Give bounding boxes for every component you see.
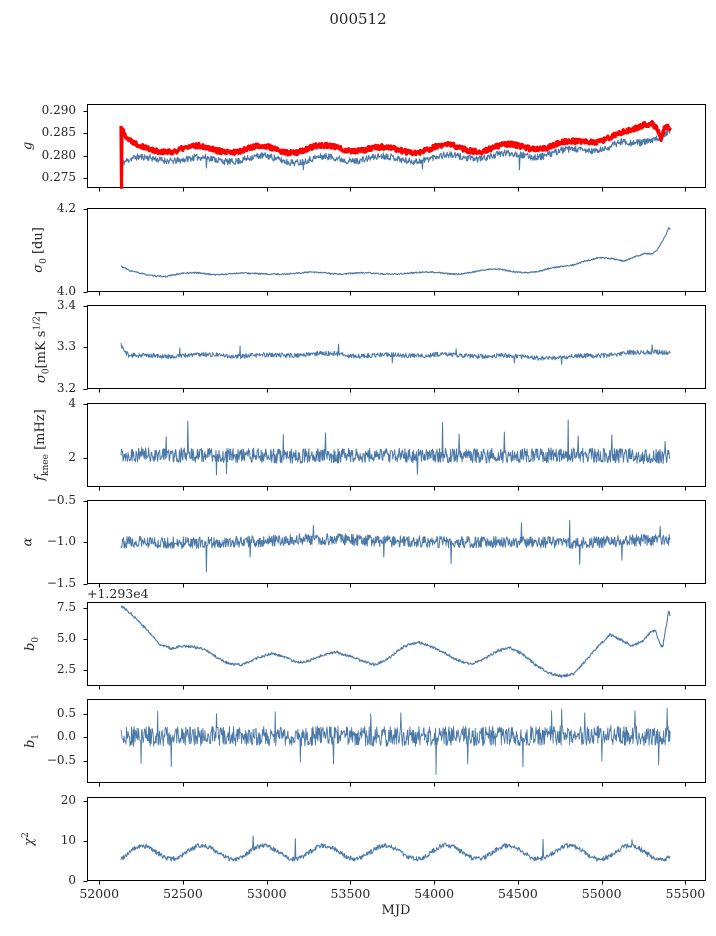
y-axis-label-alpha — [21, 537, 36, 546]
y-tick-label: 0 — [68, 872, 76, 887]
x-tick-label: 55000 — [581, 886, 622, 901]
plot-frame — [88, 603, 706, 686]
panel-sigma0_mks — [0, 305, 716, 393]
y-tick-label: 0.0 — [56, 729, 76, 744]
y-axis-label-segment: 0 — [41, 367, 52, 374]
panel-b1 — [0, 699, 716, 787]
x-tick-label: 52500 — [163, 886, 203, 901]
y-tick-label: 2 — [68, 449, 76, 464]
x-tick-label: 54000 — [414, 886, 455, 901]
y-axis-label-segment: knee — [40, 453, 51, 476]
y-tick-label: 0.285 — [41, 125, 76, 140]
y-axis-label-segment: b — [23, 642, 39, 651]
y-axis-label-segment: [du] — [31, 226, 47, 258]
y-axis-label-sigma0_mks — [33, 310, 52, 382]
x-tick-label: 55500 — [665, 886, 706, 901]
panel-chi2 — [0, 797, 716, 885]
y-tick-label: 5.0 — [56, 630, 76, 645]
plot-area-g — [77, 104, 710, 192]
plot-area-b0 — [77, 602, 710, 690]
y-tick-label: 10 — [60, 832, 76, 847]
y-axis-label-segment: 1 — [30, 733, 41, 740]
figure-title: 000512 — [329, 10, 387, 28]
panel-alpha — [0, 500, 716, 588]
y-axis-label-segment: b — [23, 739, 39, 748]
y-tick-label: −1.5 — [46, 575, 76, 590]
y-tick-label: 0.290 — [41, 103, 76, 118]
y-tick-label: −1.0 — [46, 534, 76, 548]
y-axis-label-segment: 0 — [30, 636, 41, 643]
y-tick-label: 7.5 — [56, 599, 76, 614]
x-tick-label: 53500 — [330, 886, 371, 901]
panel-b0 — [0, 599, 716, 690]
y-tick-label: 0.280 — [41, 147, 76, 162]
y-axis-label-segment: 1/2 — [32, 315, 43, 331]
plot-area-sigma0_du — [77, 208, 710, 296]
y-axis-label-b0 — [23, 636, 41, 650]
y-tick-label: 4 — [68, 395, 76, 410]
y-axis-label-segment: 2 — [20, 831, 31, 838]
plot-frame — [88, 404, 706, 487]
x-tick-label: 53000 — [246, 886, 287, 901]
panel-g — [0, 104, 716, 192]
y-axis-label-segment: σ — [33, 373, 49, 383]
y-axis-label-segment: [mHz] — [33, 408, 49, 454]
plot-area-chi2 — [77, 797, 710, 885]
y-tick-label: 0.275 — [41, 169, 76, 184]
x-axis-label: MJD — [381, 903, 411, 918]
y-tick-label: 4.0 — [56, 283, 76, 298]
x-tick-label: 54500 — [498, 886, 538, 901]
y-axis-label-chi2 — [21, 832, 37, 846]
y-axis-label-segment: 0 — [38, 257, 49, 264]
y-axis-label-f_knee — [33, 409, 51, 481]
x-tick-label: 52000 — [79, 886, 120, 901]
y-tick-label: 0.5 — [56, 705, 76, 720]
y-axis-label-segment: ] — [33, 310, 49, 316]
y-axis-label-sigma0_du — [31, 227, 49, 273]
y-tick-label: 20 — [60, 793, 76, 808]
y-tick-label: 4.2 — [56, 200, 76, 215]
y-tick-label: 3.3 — [56, 339, 76, 353]
y-axis-label-segment: g — [20, 141, 36, 150]
plot-frame — [88, 209, 706, 292]
y-axis-label-segment: f — [33, 475, 49, 481]
y-axis-label-g — [21, 141, 36, 149]
plot-frame — [88, 306, 706, 389]
y-tick-label: −0.5 — [46, 753, 76, 768]
y-tick-label: 3.2 — [56, 380, 76, 395]
panel-f_knee — [0, 403, 716, 491]
y-axis-label-segment: α — [20, 537, 36, 546]
y-tick-label: 2.5 — [56, 662, 76, 677]
panel-sigma0_du — [0, 208, 716, 296]
plot-area-f_knee — [77, 403, 710, 491]
plot-area-b1 — [77, 699, 710, 787]
y-axis-label-segment: [mK s — [33, 330, 49, 368]
y-axis-label-segment: σ — [31, 263, 47, 273]
plot-area-sigma0_mks — [77, 305, 710, 393]
y-axis-label-segment: χ — [22, 837, 38, 846]
axis-offset-text: +1.293e4 — [87, 586, 149, 601]
plot-area-alpha — [77, 500, 710, 588]
plot-frame — [88, 798, 706, 881]
y-tick-label: 3.4 — [56, 297, 76, 312]
y-axis-label-b1 — [23, 733, 41, 747]
y-tick-label: −0.5 — [46, 492, 76, 507]
